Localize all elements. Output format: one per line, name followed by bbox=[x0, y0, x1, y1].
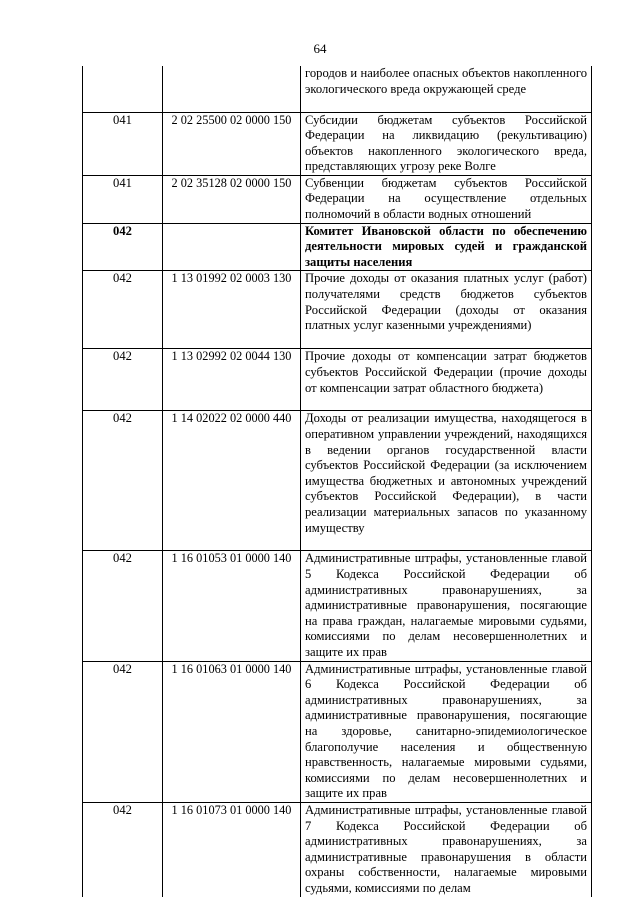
revenue-name-cell: Административные штрафы, установленные главой 7 Кодекса Российской Федерации об административных правонарушениях, за административные правонарушения в области охраны собственности, налагаемые мировыми судьями, комиссиями по делам bbox=[301, 802, 592, 896]
table-row bbox=[83, 411, 592, 551]
admin-code-cell: 042 bbox=[83, 349, 163, 411]
revenue-code-cell bbox=[163, 223, 301, 271]
table-row bbox=[83, 802, 592, 896]
table-row bbox=[83, 349, 592, 411]
revenue-code-cell bbox=[163, 66, 301, 112]
revenue-code-cell: 1 16 01053 01 0000 140 bbox=[163, 551, 301, 661]
revenue-name-cell: Прочие доходы от компенсации затрат бюджетов субъектов Российской Федерации (прочие доходы от компенсации затрат областного бюджета) bbox=[301, 349, 592, 411]
admin-code-cell bbox=[83, 66, 163, 112]
revenue-code-cell: 1 16 01063 01 0000 140 bbox=[163, 661, 301, 802]
section-title-cell: Комитет Ивановской области по обеспечению деятельности мировых судей и гражданской защиты населения bbox=[301, 223, 592, 271]
admin-code-cell: 042 bbox=[83, 802, 163, 896]
page-number: 64 bbox=[313, 41, 327, 56]
revenue-name-cell: Доходы от реализации имущества, находящегося в оперативном управлении учреждений, находящихся в ведении органов государственной власти субъектов Российской Федерации (за исключением имущества бюджетных и автономных учреждений субъектов Российской Федерации), в части реализации материальных запасов по указанному имуществу bbox=[301, 411, 592, 551]
table-row bbox=[83, 661, 592, 802]
revenue-code-cell: 2 02 25500 02 0000 150 bbox=[163, 112, 301, 175]
revenue-code-cell: 1 16 01073 01 0000 140 bbox=[163, 802, 301, 896]
admin-code-cell: 041 bbox=[83, 112, 163, 175]
table-row bbox=[83, 112, 592, 175]
revenue-code-cell: 2 02 35128 02 0000 150 bbox=[163, 175, 301, 223]
admin-code-cell: 042 bbox=[83, 661, 163, 802]
admin-code-cell: 042 bbox=[83, 551, 163, 661]
revenue-name-cell: городов и наиболее опасных объектов накопленного экологического вреда окружающей среде bbox=[301, 66, 592, 112]
table-row bbox=[83, 271, 592, 349]
revenue-name-cell: Субвенции бюджетам субъектов Российской Федерации на осуществление отдельных полномочий в области водных отношений bbox=[301, 175, 592, 223]
revenue-codes-table bbox=[82, 66, 592, 897]
table-row bbox=[83, 66, 592, 112]
revenue-name-cell: Административные штрафы, установленные главой 5 Кодекса Российской Федерации об административных правонарушениях, за административные правонарушения, посягающие на права граждан, налагаемые мировыми судьями, комиссиями по делам несовершеннолетних и защите их прав bbox=[301, 551, 592, 661]
revenue-code-cell: 1 14 02022 02 0000 440 bbox=[163, 411, 301, 551]
admin-code-cell: 042 bbox=[83, 271, 163, 349]
revenue-name-cell: Административные штрафы, установленные главой 6 Кодекса Российской Федерации об административных правонарушениях, за административные правонарушения, посягающие на здоровье, санитарно-эпидемиологическое благополучие населения и общественную нравственность, налагаемые мировыми судьями, комиссиями по делам несовершеннолетних и защите их прав bbox=[301, 661, 592, 802]
revenue-name-cell: Субсидии бюджетам субъектов Российской Федерации на ликвидацию (рекультивацию) объектов накопленного экологического вреда, представляющих угрозу реке Волге bbox=[301, 112, 592, 175]
table-row bbox=[83, 551, 592, 661]
revenue-code-cell: 1 13 01992 02 0003 130 bbox=[163, 271, 301, 349]
admin-code-cell: 042 bbox=[83, 411, 163, 551]
admin-code-cell: 041 bbox=[83, 175, 163, 223]
section-header-row bbox=[83, 223, 592, 271]
revenue-code-cell: 1 13 02992 02 0044 130 bbox=[163, 349, 301, 411]
table-row bbox=[83, 175, 592, 223]
admin-code-cell: 042 bbox=[83, 223, 163, 271]
revenue-name-cell: Прочие доходы от оказания платных услуг (работ) получателями средств бюджетов субъектов Российской Федерации (доходы от оказания платных услуг казенными учреждениями) bbox=[301, 271, 592, 349]
